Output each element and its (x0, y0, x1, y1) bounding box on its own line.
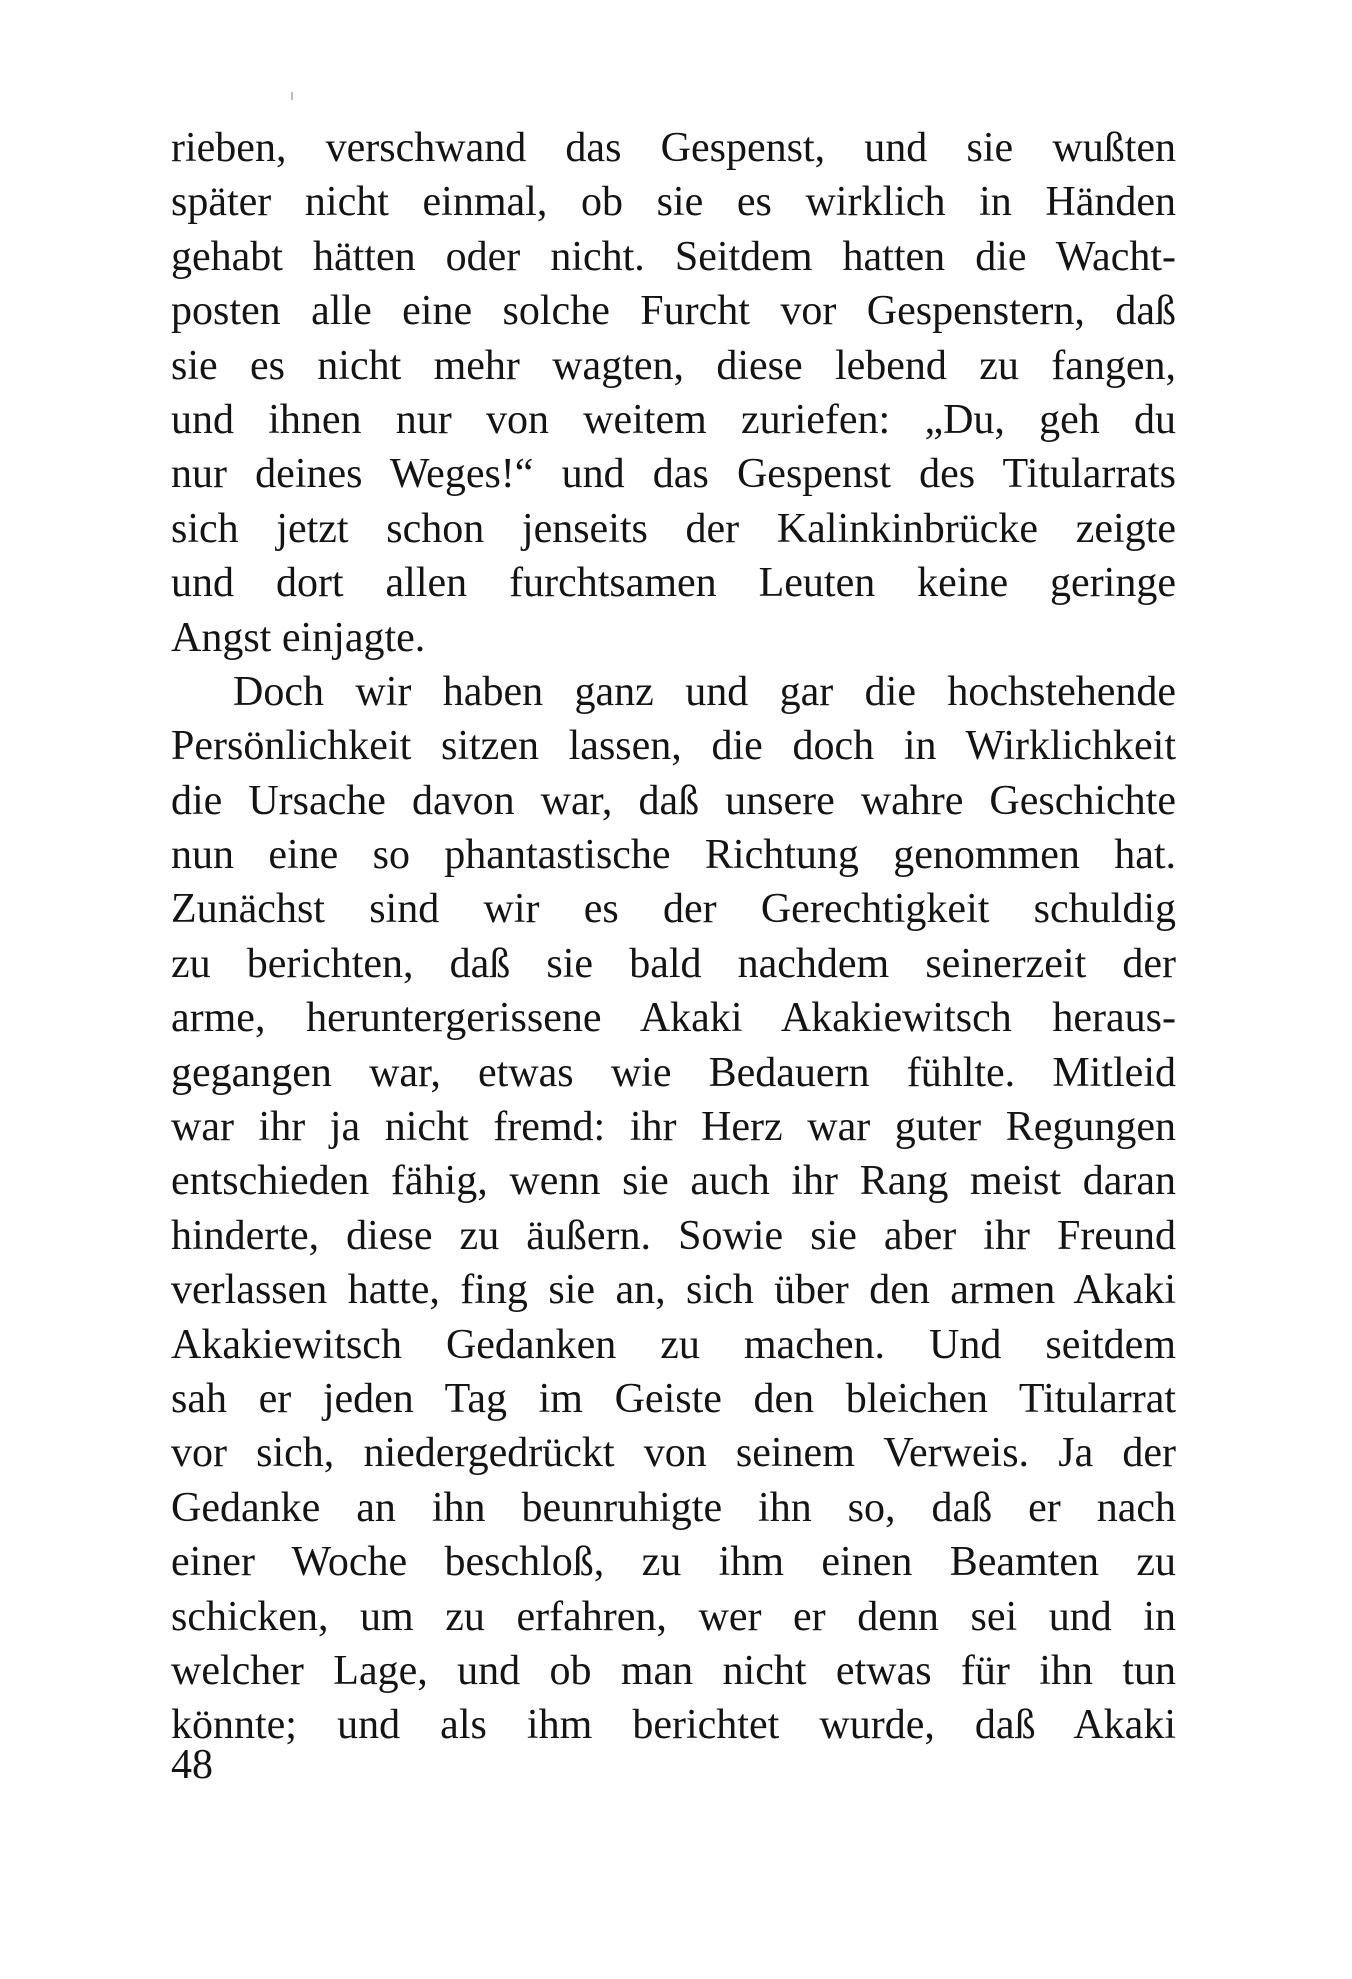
body-text (171, 121, 1176, 1753)
page-number: 48 (171, 1742, 213, 1788)
text-line: welcher Lage, und ob man nicht etwas für ihn tun (171, 1647, 1176, 1694)
text-line: Persönlichkeit sitzen lassen, die doch in Wirklichkeit (171, 723, 1176, 770)
text-line: nur deines Weges!“ und das Gespenst des Titularrats (171, 451, 1176, 498)
text-line: und dort allen furchtsamen Leuten keine geringe (171, 560, 1176, 607)
text-line: arme, heruntergerissene Akaki Akakiewitsch heraus- (171, 995, 1176, 1042)
text-line: war ihr ja nicht fremd: ihr Herz war guter Regungen (171, 1104, 1176, 1151)
text-line: Zunächst sind wir es der Gerechtigkeit schuldig (171, 886, 1176, 933)
text-line: sah er jeden Tag im Geiste den bleichen Titularrat (171, 1375, 1176, 1422)
text-line: entschieden fähig, wenn sie auch ihr Rang meist daran (171, 1158, 1176, 1205)
text-line: sie es nicht mehr wagten, diese lebend zu fangen, (171, 342, 1176, 389)
text-line: rieben, verschwand das Gespenst, und sie wußten (171, 125, 1176, 171)
paragraph-start-line: Doch wir haben ganz und gar die hochstehende (233, 668, 1176, 715)
text-line: nun eine so phantastische Richtung genommen hat. (171, 832, 1176, 879)
text-line: Gedanke an ihn beunruhigte ihn so, daß er nach (171, 1484, 1176, 1531)
text-line: schicken, um zu erfahren, wer er denn sei und in (171, 1593, 1176, 1640)
text-line: die Ursache davon war, daß unsere wahre Geschichte (171, 777, 1176, 824)
text-line: gehabt hätten oder nicht. Seitdem hatten die Wacht- (171, 233, 1176, 280)
text-line: zu berichten, daß sie bald nachdem seinerzeit der (171, 940, 1176, 987)
text-line: vor sich, niedergedrückt von seinem Verweis. Ja der (171, 1430, 1176, 1477)
text-line: könnte; und als ihm berichtet wurde, daß Akaki (171, 1702, 1176, 1749)
paragraph-end-line: Angst einjagte. (171, 614, 426, 661)
text-line: verlassen hatte, fing sie an, sich über den armen Akaki (171, 1267, 1176, 1314)
text-line: posten alle eine solche Furcht vor Gespenstern, daß (171, 288, 1176, 335)
text-line: einer Woche beschloß, zu ihm einen Beamten zu (171, 1539, 1176, 1586)
text-line: gegangen war, etwas wie Bedauern fühlte. Mitleid (171, 1049, 1176, 1096)
text-line: hinderte, diese zu äußern. Sowie sie aber ihr Freund (171, 1212, 1176, 1259)
text-line: und ihnen nur von weitem zuriefen: „Du, geh du (171, 396, 1176, 443)
text-line: sich jetzt schon jenseits der Kalinkinbrücke zeigte (171, 505, 1176, 552)
text-line: später nicht einmal, ob sie es wirklich in Händen (171, 179, 1176, 226)
text-line: Akakiewitsch Gedanken zu machen. Und seitdem (171, 1321, 1176, 1368)
scan-speck (291, 92, 293, 100)
